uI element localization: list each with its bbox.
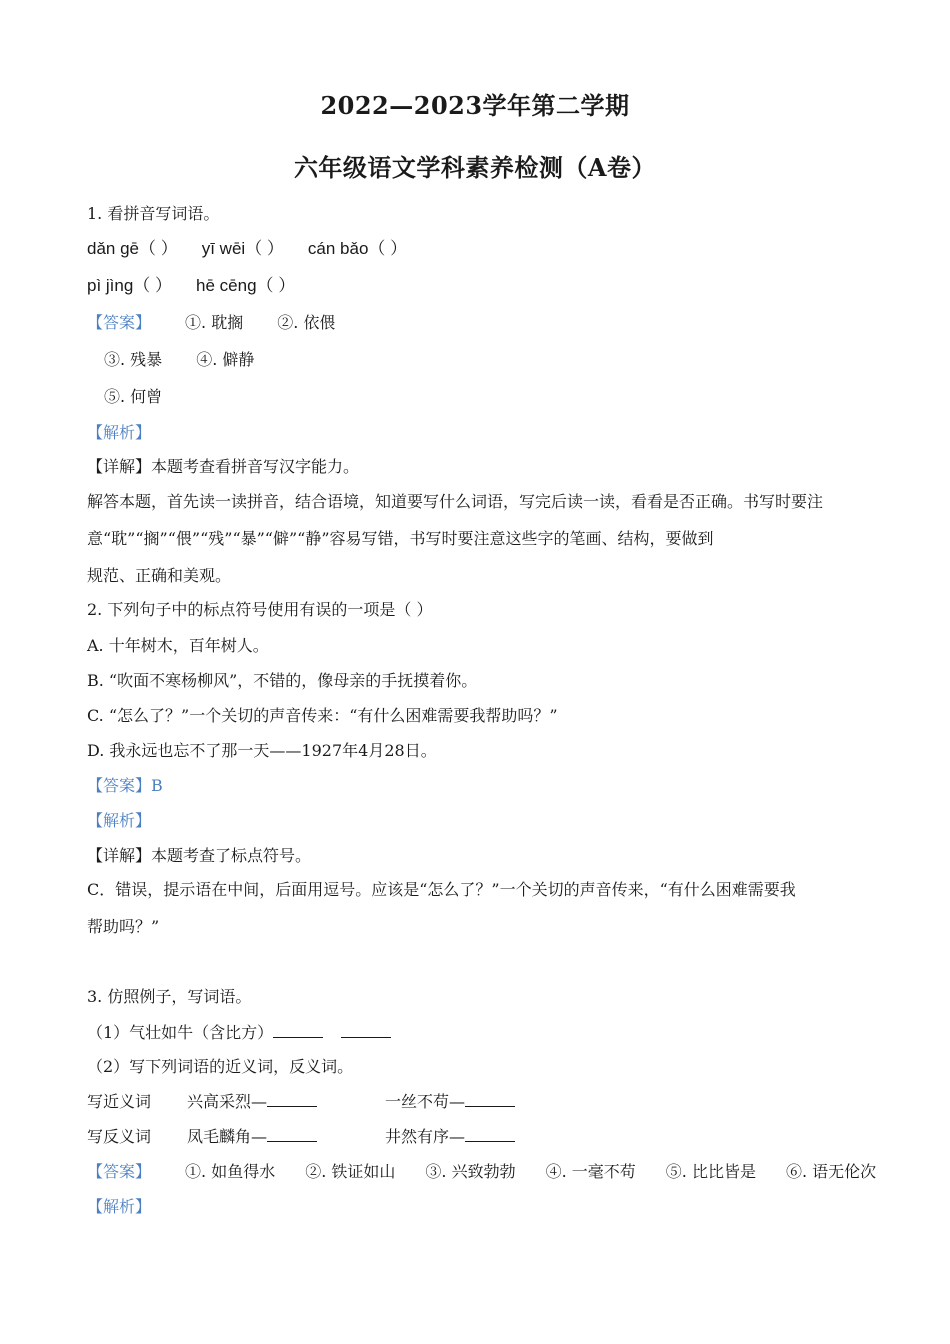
page-title-line1: 2022—2023学年第二学期 [320, 91, 630, 120]
answer-item: ②. 依偎 [277, 313, 336, 332]
answer-item: ③. 兴致勃勃 [425, 1162, 516, 1181]
pinyin-item: dǎn gē（ ） [87, 239, 178, 258]
answer-item: ①. 耽搁 [185, 313, 244, 332]
answer-item: ①. 如鱼得水 [185, 1162, 276, 1181]
answer-item: ⑤. 比比皆是 [665, 1162, 756, 1181]
q2-analysis-tag: 【解析】 [87, 811, 152, 830]
answer-tag: 【答案】 [87, 313, 152, 332]
q2-explain: 帮助吗？” [87, 917, 160, 936]
q2-option-b: B. “吹面不寒杨柳风”，不错的，像母亲的手抚摸着你。 [87, 671, 478, 690]
pinyin-item: cán bǎo（ ） [307, 239, 408, 258]
q2-option-d: D. 我永远也忘不了那一天——1927年4月28日。 [87, 741, 437, 760]
q3-sub1 [87, 1022, 391, 1043]
word-prompt: 井然有序— [385, 1127, 466, 1146]
row-label: 写反义词 [87, 1127, 152, 1146]
answer-item: ⑤. 何曾 [104, 387, 163, 406]
pinyin-item: hē cēng（ ） [196, 276, 296, 295]
q1-stem: 1. 看拼音写词语。 [87, 204, 220, 223]
q1-answer-row3 [104, 387, 162, 407]
answer-blank [273, 1022, 323, 1038]
answer-item: ③. 残暴 [104, 350, 163, 369]
q1-pinyin-row2 [87, 276, 295, 296]
q2-answer: 【答案】B [87, 776, 163, 795]
q2-stem: 2. 下列句子中的标点符号使用有误的一项是（ ） [87, 600, 433, 619]
q1-answer-row1 [87, 313, 335, 333]
answer-item: ④. 一毫不苟 [545, 1162, 636, 1181]
answer-item: ⑥. 语无伦次 [785, 1162, 877, 1181]
word-prompt: 凤毛麟角— [187, 1127, 268, 1146]
answer-item: ②. 铁证如山 [305, 1162, 396, 1181]
q1-pinyin-row1 [87, 239, 407, 259]
answer-blank [341, 1022, 391, 1038]
q3-sub2: （2）写下列词语的近义词，反义词。 [87, 1057, 354, 1076]
q3-synonym-row [87, 1091, 515, 1112]
q1-analysis-tag: 【解析】 [87, 423, 152, 442]
q2-option-a: A. 十年树木，百年树人。 [87, 636, 269, 655]
q1-detail: 【详解】本题考查看拼音写汉字能力。 [87, 457, 360, 476]
q1-answer-row2 [104, 350, 254, 370]
pinyin-item: pì jìng（ ） [87, 276, 173, 295]
q2-detail: 【详解】本题考查了标点符号。 [87, 846, 312, 865]
pinyin-item: yī wēi（ ） [201, 239, 284, 258]
answer-item: ④. 僻静 [196, 350, 255, 369]
q2-option-c: C. “怎么了？”一个关切的声音传来：“有什么困难需要我帮助吗？” [87, 706, 558, 725]
page-title-line2: 六年级语文学科素养检测（A卷） [293, 153, 657, 182]
q1-explain: 意“耽”“搁”“偎”“残”“暴”“僻”“静”容易写错，书写时要注意这些字的笔画、结构，要做到 [87, 529, 714, 548]
word-prompt: 一丝不苟— [385, 1092, 466, 1111]
answer-tag: 【答案】 [87, 1162, 152, 1181]
q3-stem: 3. 仿照例子，写词语。 [87, 987, 252, 1006]
answer-blank [465, 1126, 515, 1142]
q2-explain: C．错误，提示语在中间，后面用逗号。应该是“怎么了？”一个关切的声音传来，“有什么困难需要我 [87, 880, 796, 899]
sub-question-label: （1）气壮如牛（含比方） [87, 1023, 274, 1042]
q1-explain: 规范、正确和美观。 [87, 566, 232, 585]
answer-blank [267, 1126, 317, 1142]
q3-analysis-tag: 【解析】 [87, 1197, 152, 1216]
row-label: 写近义词 [87, 1092, 152, 1111]
q1-explain: 解答本题，首先读一读拼音，结合语境，知道要写什么词语，写完后读一读，看看是否正确。书写时要注 [87, 492, 824, 511]
answer-blank [267, 1091, 317, 1107]
word-prompt: 兴高采烈— [187, 1092, 268, 1111]
q3-antonym-row [87, 1126, 515, 1147]
q3-answer-row [87, 1162, 876, 1182]
answer-blank [465, 1091, 515, 1107]
